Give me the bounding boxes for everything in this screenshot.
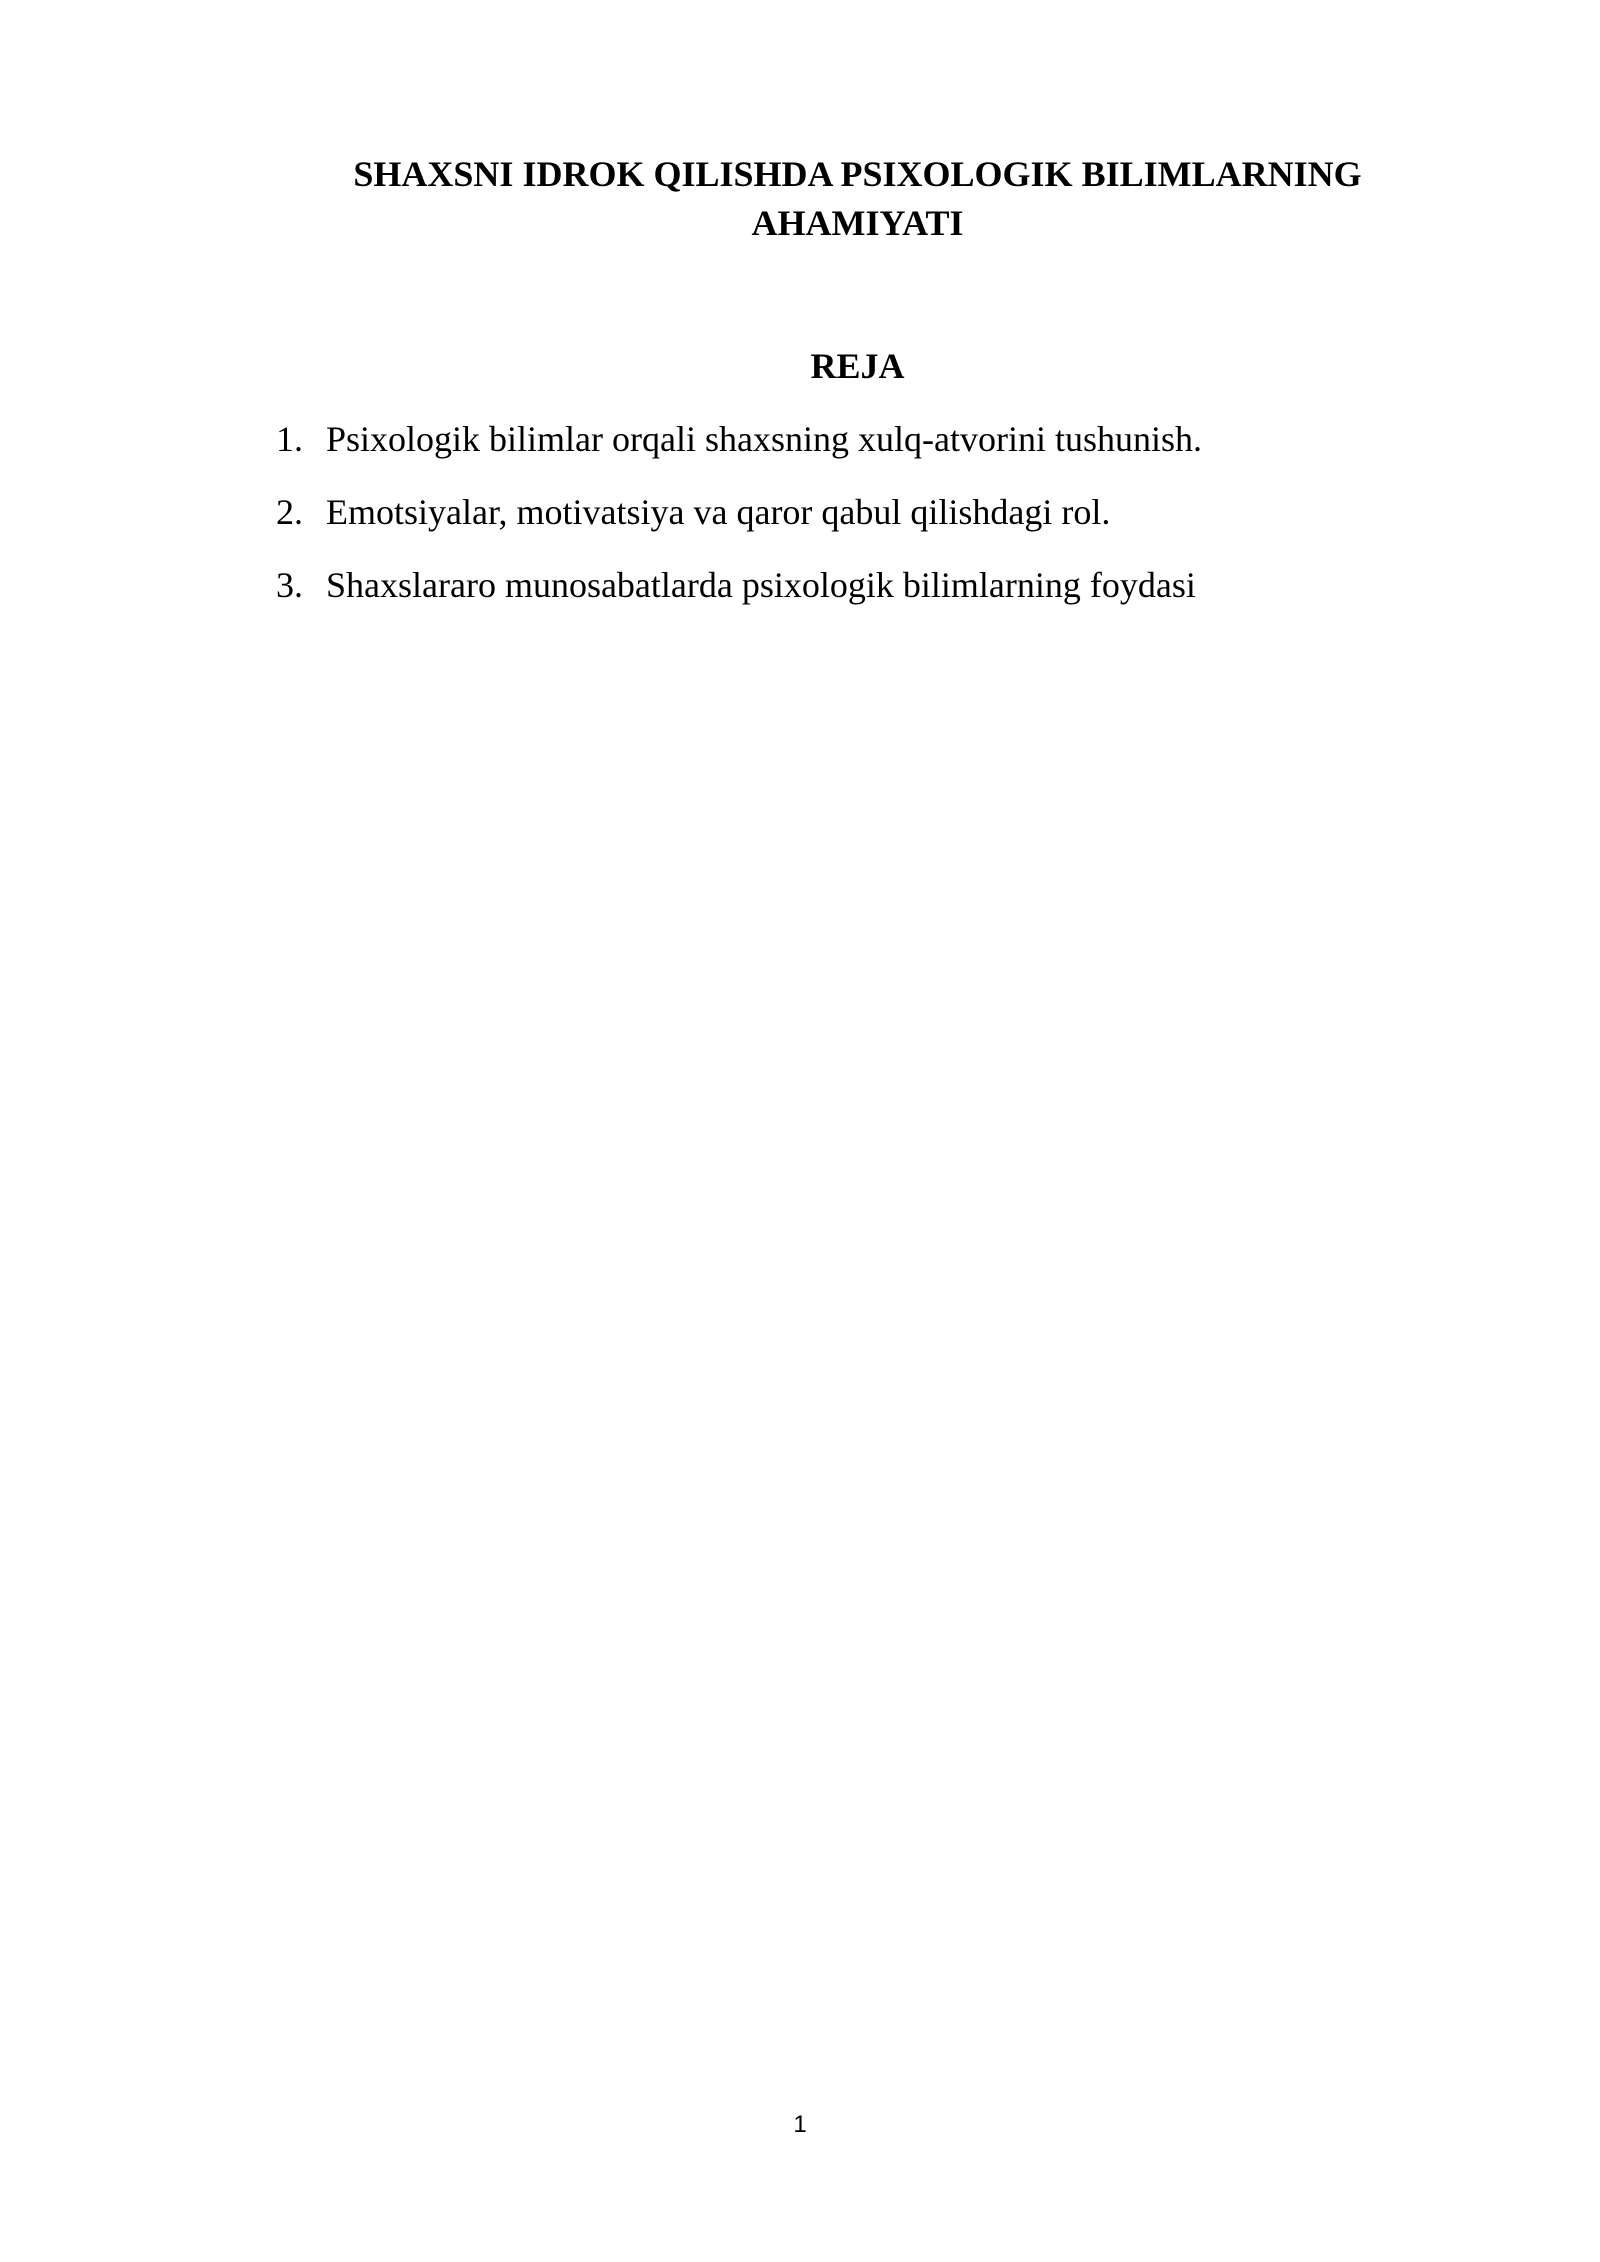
page-number: 1 xyxy=(793,2111,807,2138)
plan-item-text: Emotsiyalar, motivatsiya va qaror qabul qilishdagi rol. xyxy=(326,492,1111,532)
plan-item-text: Shaxslararo munosabatlarda psixologik bilimlarning foydasi xyxy=(326,565,1196,605)
plan-item xyxy=(276,414,1202,487)
plan-item xyxy=(276,560,1202,633)
plan-item-number: 2. xyxy=(276,492,303,532)
plan-item xyxy=(276,487,1202,560)
plan-heading: REJA xyxy=(810,346,905,386)
title-line-1: SHAXSNI IDROK QILISHDA PSIXOLOGIK BILIMLARNING xyxy=(353,154,1362,194)
plan-item-number: 1. xyxy=(276,419,303,459)
plan-item-number: 3. xyxy=(276,565,303,605)
plan-list xyxy=(276,414,1202,633)
document-title xyxy=(230,150,1485,248)
plan-item-text: Psixologik bilimlar orqali shaxsning xulq-atvorini tushunish. xyxy=(326,419,1202,459)
title-line-2: AHAMIYATI xyxy=(751,203,964,243)
